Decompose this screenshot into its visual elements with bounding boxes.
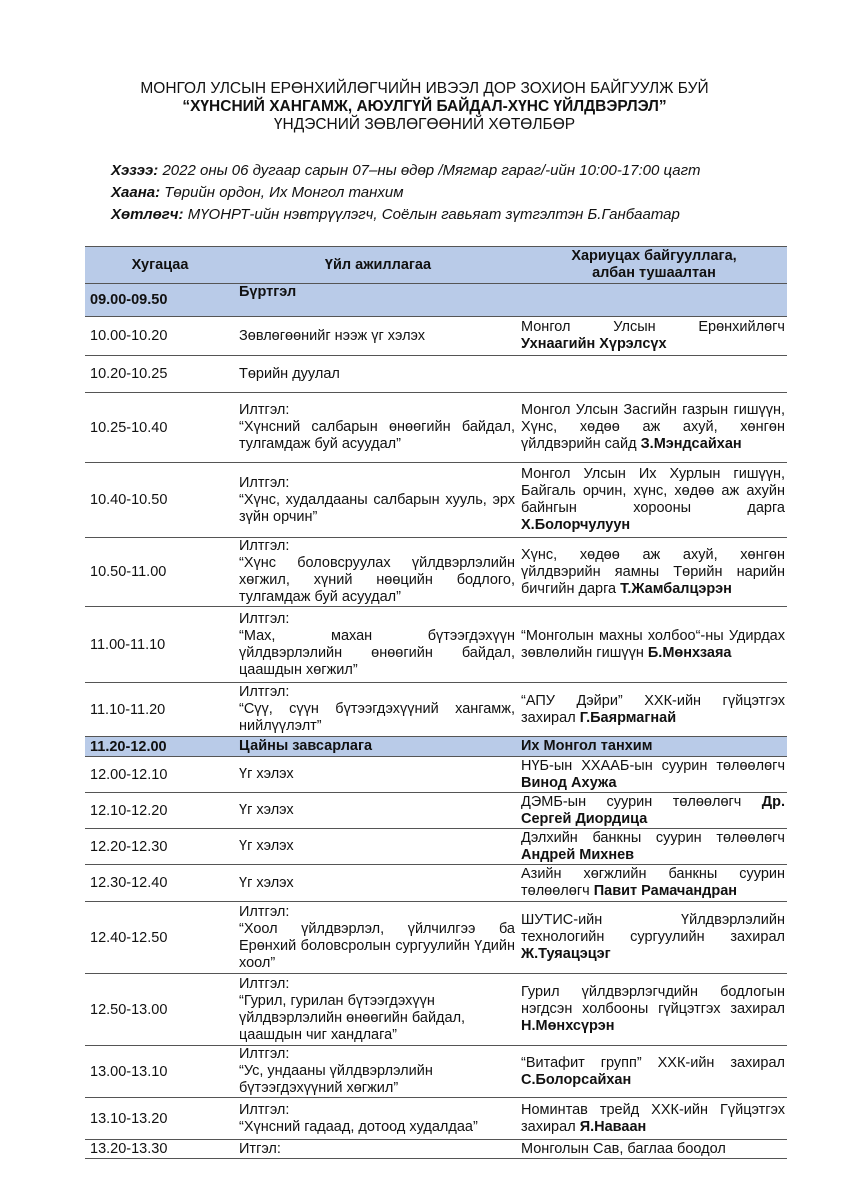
cell-activity: [235, 317, 521, 356]
cell-time: 10.20-10.25: [85, 356, 235, 393]
activity-line: “Хоол үйлдвэрлэл, үйлчилгээ ба Ерөнхий боловсролын сургуулийн Үдийн хоол”: [239, 920, 515, 971]
activity-line: Зөвлөгөөнийг нээж үг хэлэх: [239, 327, 426, 344]
responsible-person: Т.Жамбалцэрэн: [620, 580, 732, 597]
responsible-org: Монгол Улсын Засгийн газрын гишүүн, Хүнс, хөдөө аж ахуй, хөнгөн үйлдвэрийн сайд: [521, 402, 785, 452]
cell-time: 10.25-10.40: [85, 393, 235, 463]
activity-line: цаашдын чиг хандлага”: [239, 1026, 397, 1043]
responsible-org: НҮБ-ын ХХААБ-ын суурин төлөөлөгч: [521, 757, 785, 774]
responsible-person: Б.Мөнхзаяа: [647, 644, 732, 661]
cell-time: 12.00-12.10: [85, 757, 235, 793]
agenda-table: [85, 246, 787, 1159]
responsible-person: Их Монгол танхим: [521, 738, 653, 754]
cell-responsible: [521, 1046, 787, 1098]
cell-responsible: [521, 1098, 787, 1140]
activity-line: Илтгэл:: [239, 903, 290, 920]
cell-activity: [235, 865, 521, 902]
responsible-person: С.Болорсайхан: [521, 1071, 632, 1088]
meta-host-value: МҮОНРТ-ийн нэвтрүүлэгч, Соёлын гавьяат зүтгэлтэн Б.Ганбаатар: [183, 206, 680, 223]
cell-time: 12.40-12.50: [85, 902, 235, 974]
cell-responsible: [521, 902, 787, 974]
cell-activity: [235, 1098, 521, 1140]
column-header-activity: Үйл ажиллагаа: [235, 247, 521, 284]
responsible-org: Азийн хөгжлийн банкны суурин төлөөлөгч: [521, 866, 785, 899]
column-header-responsible-line2: албан тушаалтан: [592, 265, 716, 281]
responsible-org: “Витафит групп” ХХК-ийн захирал: [521, 1054, 785, 1071]
responsible-person: Ухнаагийн Хүрэлсүх: [521, 336, 667, 352]
cell-responsible: [521, 793, 787, 829]
responsible-text: [521, 402, 785, 453]
responsible-person: Андрей Михнев: [521, 846, 635, 863]
responsible-org: Дэлхийн банкны суурин төлөөлөгч: [521, 829, 785, 846]
responsible-text: [521, 794, 785, 828]
cell-responsible: [521, 356, 787, 393]
table-row: [85, 393, 787, 463]
cell-activity: [235, 793, 521, 829]
responsible-person: Др. Сергей Диордица: [521, 793, 785, 827]
cell-responsible: [521, 284, 787, 317]
cell-activity: [235, 737, 521, 757]
cell-time: 13.00-13.10: [85, 1046, 235, 1098]
responsible-org: Номинтав трейд ХХК-ийн Гүйцэтгэх захирал: [521, 1101, 785, 1135]
responsible-person: Ж.Туяацэцэг: [521, 946, 611, 962]
responsible-org: “Монголын махны холбоо“-ны Удирдах зөвлөлийн гишүүн: [521, 627, 785, 661]
column-header-responsible-line1: Хариуцах байгууллага,: [571, 248, 737, 264]
cell-responsible: [521, 829, 787, 865]
cell-responsible: [521, 607, 787, 683]
responsible-text: [521, 738, 785, 755]
cell-activity: [235, 974, 521, 1046]
activity-line: Илтгэл:: [239, 684, 290, 700]
table-row: [85, 607, 787, 683]
responsible-text: [521, 912, 785, 963]
table-row: [85, 463, 787, 538]
table-row: [85, 793, 787, 829]
table-row: [85, 974, 787, 1046]
cell-activity: [235, 1046, 521, 1098]
table-row: [85, 1098, 787, 1140]
responsible-person: Г.Баярмагнай: [579, 709, 677, 726]
activity-line: Үг хэлэх: [239, 874, 294, 891]
cell-time: 10.40-10.50: [85, 463, 235, 538]
activity-line: Илтгэл:: [239, 402, 290, 418]
cell-time: 11.20-12.00: [85, 737, 235, 757]
cell-activity: [235, 1140, 521, 1159]
responsible-text: [521, 1141, 785, 1158]
responsible-text: [521, 830, 785, 864]
cell-time: 09.00-09.50: [85, 284, 235, 317]
cell-responsible: [521, 974, 787, 1046]
responsible-org: “АПУ Дэйри” ХХК-ийн гүйцэтгэх захирал: [521, 692, 785, 726]
responsible-org: ШУТИС-ийн Үйлдвэрлэлийн технологийн сургуулийн захирал: [521, 912, 785, 945]
activity-line: Илтгэл:: [239, 1046, 290, 1062]
responsible-text: [521, 693, 785, 727]
cell-responsible: [521, 683, 787, 737]
cell-responsible: [521, 865, 787, 902]
cell-activity: [235, 902, 521, 974]
meta-where-value: Төрийн ордон, Их Монгол танхим: [160, 184, 404, 201]
table-header-row: [85, 247, 787, 284]
cell-activity: [235, 757, 521, 793]
cell-time: 12.30-12.40: [85, 865, 235, 902]
responsible-org: Монгол Улсын Ерөнхийлөгч: [521, 319, 785, 335]
cell-time: 13.20-13.30: [85, 1140, 235, 1159]
responsible-org: Монголын Сав, баглаа боодол: [521, 1140, 726, 1157]
table-row: [85, 683, 787, 737]
responsible-person: З.Мэндсайхан: [640, 436, 742, 452]
agenda-body: [85, 284, 787, 1159]
responsible-person: Н.Мөнхсүрэн: [521, 1018, 615, 1034]
cell-time: 10.50-11.00: [85, 538, 235, 607]
cell-time: 12.50-13.00: [85, 974, 235, 1046]
table-row: [85, 829, 787, 865]
table-row: [85, 538, 787, 607]
table-row: [85, 1046, 787, 1098]
title-line-1: МОНГОЛ УЛСЫН ЕРӨНХИЙЛӨГЧИЙН ИВЭЭЛ ДОР ЗОХИОН БАЙГУУЛЖ БУЙ: [140, 80, 709, 97]
responsible-org: Хүнс, хөдөө аж ахуй, хөнгөн үйлдвэрийн яамны Төрийн нарийн бичгийн дарга: [521, 546, 785, 597]
activity-line: “Мах, махан бүтээгдэхүүн үйлдвэрлэлийн өнөөгийн байдал, цаашдын хөгжил”: [239, 627, 515, 678]
table-row: [85, 902, 787, 974]
responsible-text: [521, 1102, 785, 1136]
cell-responsible: [521, 737, 787, 757]
table-row: [85, 284, 787, 317]
cell-responsible: [521, 538, 787, 607]
activity-line: Бүртгэл: [239, 284, 297, 300]
activity-line: Илтгэл:: [239, 610, 290, 627]
table-row: [85, 865, 787, 902]
responsible-org: ДЭМБ-ын суурин төлөөлөгч: [521, 793, 762, 810]
responsible-org: Гурил үйлдвэрлэгчдийн бодлогын нэгдсэн холбооны гүйцэтгэх захирал: [521, 984, 785, 1017]
cell-activity: [235, 356, 521, 393]
responsible-text: [521, 866, 785, 900]
responsible-text: [521, 319, 785, 353]
responsible-person: Х.Болорчулуун: [521, 517, 631, 533]
cell-responsible: [521, 317, 787, 356]
activity-line: “Сүү, сүүн бүтээгдэхүүний хангамж, нийлүүлэлт”: [239, 701, 515, 734]
title-line-3: ҮНДЭСНИЙ ЗӨВЛӨГӨӨНИЙ ХӨТӨЛБӨР: [273, 116, 576, 133]
responsible-person: Я.Наваан: [579, 1118, 647, 1135]
cell-activity: [235, 463, 521, 538]
responsible-text: [521, 466, 785, 534]
activity-line: Үг хэлэх: [239, 766, 294, 782]
meta-when-value: 2022 оны 06 дугаар сарын 07–ны өдөр /Мягмар гараг/-ийн 10:00-17:00 цагт: [158, 162, 701, 179]
title-line-2: “ХҮНСНИЙ ХАНГАМЖ, АЮУЛГҮЙ БАЙДАЛ-ХҮНС ҮЙЛДВЭРЛЭЛ”: [182, 98, 667, 115]
activity-line: Үг хэлэх: [239, 838, 294, 854]
activity-line: “Ус, ундааны үйлдвэрлэлийн: [239, 1063, 433, 1079]
activity-line: Төрийн дуулал: [239, 365, 340, 382]
cell-time: 12.10-12.20: [85, 793, 235, 829]
activity-line: “Хүнсний гадаад, дотоод худалдаа”: [239, 1118, 478, 1135]
activity-line: Илтгэл:: [239, 474, 290, 491]
cell-activity: [235, 683, 521, 737]
document-title: [0, 80, 849, 134]
cell-time: 11.10-11.20: [85, 683, 235, 737]
column-header-responsible: [521, 247, 787, 284]
activity-line: Илтгэл:: [239, 538, 290, 554]
cell-time: 11.00-11.10: [85, 607, 235, 683]
cell-activity: [235, 538, 521, 607]
table-row: [85, 1140, 787, 1159]
cell-time: 13.10-13.20: [85, 1098, 235, 1140]
table-row: [85, 356, 787, 393]
cell-time: 12.20-12.30: [85, 829, 235, 865]
meta-where: [111, 182, 811, 204]
activity-line: Илтгэл:: [239, 975, 290, 992]
meta-where-label: Хаана:: [111, 184, 161, 201]
cell-activity: [235, 393, 521, 463]
meta-when: [111, 160, 811, 182]
cell-responsible: [521, 393, 787, 463]
event-meta: [111, 160, 811, 226]
responsible-person: Винод Ахужа: [521, 774, 617, 791]
cell-activity: [235, 829, 521, 865]
column-header-time: Хугацаа: [85, 247, 235, 284]
activity-line: “Хүнс, худалдааны салбарын хууль, эрх зүйн орчин”: [239, 491, 515, 525]
meta-host-label: Хөтлөгч:: [111, 206, 184, 223]
activity-line: Илтгэл:: [239, 1101, 290, 1118]
activity-line: үйлдвэрлэлийн өнөөгийн байдал,: [239, 1009, 466, 1026]
activity-line: Итгэл:: [239, 1140, 281, 1157]
activity-line: “Хүнс боловсруулах үйлдвэрлэлийн хөгжил, хүний нөөцийн бодлого, тулгамдаж буй асуудал”: [239, 555, 515, 605]
cell-responsible: [521, 463, 787, 538]
meta-host: [111, 204, 811, 226]
cell-activity: [235, 284, 521, 317]
responsible-org: Монгол Улсын Их Хурлын гишүүн, Байгаль орчин, хүнс, хөдөө аж ахуйн байнгын хорооны дарга: [521, 466, 785, 516]
cell-time: 10.00-10.20: [85, 317, 235, 356]
responsible-text: [521, 547, 785, 598]
cell-responsible: [521, 757, 787, 793]
responsible-person: Павит Рамачандран: [593, 883, 738, 899]
responsible-text: [521, 1055, 785, 1089]
responsible-text: [521, 984, 785, 1035]
activity-line: Үг хэлэх: [239, 802, 294, 818]
table-row: [85, 317, 787, 356]
meta-when-label: Хэзээ:: [111, 162, 159, 179]
activity-line: Цайны завсарлага: [239, 738, 373, 754]
activity-line: бүтээгдэхүүний хөгжил”: [239, 1080, 399, 1096]
table-row: [85, 737, 787, 757]
table-row: [85, 757, 787, 793]
cell-responsible: [521, 1140, 787, 1159]
cell-activity: [235, 607, 521, 683]
responsible-text: [521, 628, 785, 662]
activity-line: “Гурил, гурилан бүтээгдэхүүн: [239, 992, 435, 1009]
activity-line: “Хүнсний салбарын өнөөгийн байдал, тулгамдаж буй асуудал”: [239, 419, 515, 452]
responsible-text: [521, 758, 785, 792]
